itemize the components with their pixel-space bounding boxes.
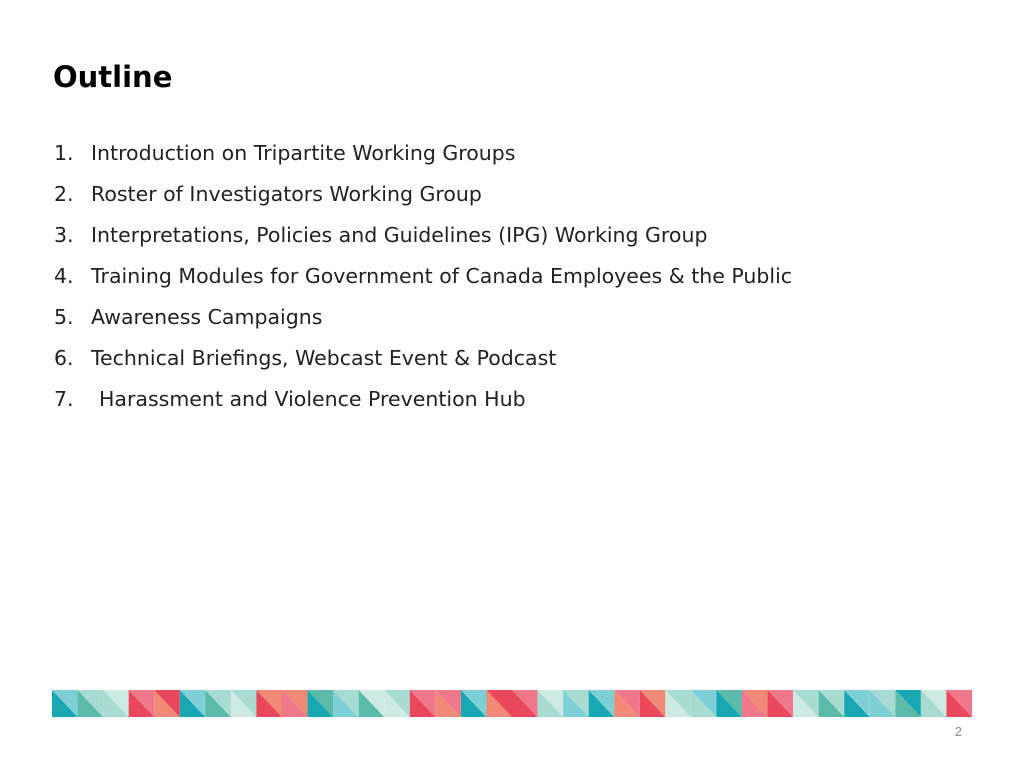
list-item-number: 7. <box>54 387 74 411</box>
list-item-number: 1. <box>54 141 74 165</box>
list-item <box>54 136 792 177</box>
list-item-number: 5. <box>54 305 74 329</box>
list-item <box>54 382 792 423</box>
page-title: Outline <box>53 60 173 94</box>
list-item <box>54 177 792 218</box>
list-item-number: 2. <box>54 182 74 206</box>
list-item-text: Awareness Campaigns <box>91 305 323 329</box>
list-item-text: Training Modules for Government of Canada Employees & the Public <box>91 264 793 288</box>
page-number: 2 <box>954 724 962 739</box>
decorative-triangle-band <box>52 690 972 717</box>
outline-list <box>54 136 792 423</box>
list-item-text: Roster of Investigators Working Group <box>91 182 482 206</box>
list-item-text: Interpretations, Policies and Guidelines (IPG) Working Group <box>91 223 708 247</box>
list-item-number: 4. <box>54 264 74 288</box>
list-item <box>54 341 792 382</box>
list-item-text: Introduction on Tripartite Working Groups <box>91 141 516 165</box>
list-item-number: 6. <box>54 346 74 370</box>
list-item-text: Harassment and Violence Prevention Hub <box>99 387 526 411</box>
list-item-text: Technical Briefings, Webcast Event & Podcast <box>91 346 557 370</box>
list-item <box>54 259 792 300</box>
list-item-number: 3. <box>54 223 74 247</box>
list-item <box>54 300 792 341</box>
list-item <box>54 218 792 259</box>
